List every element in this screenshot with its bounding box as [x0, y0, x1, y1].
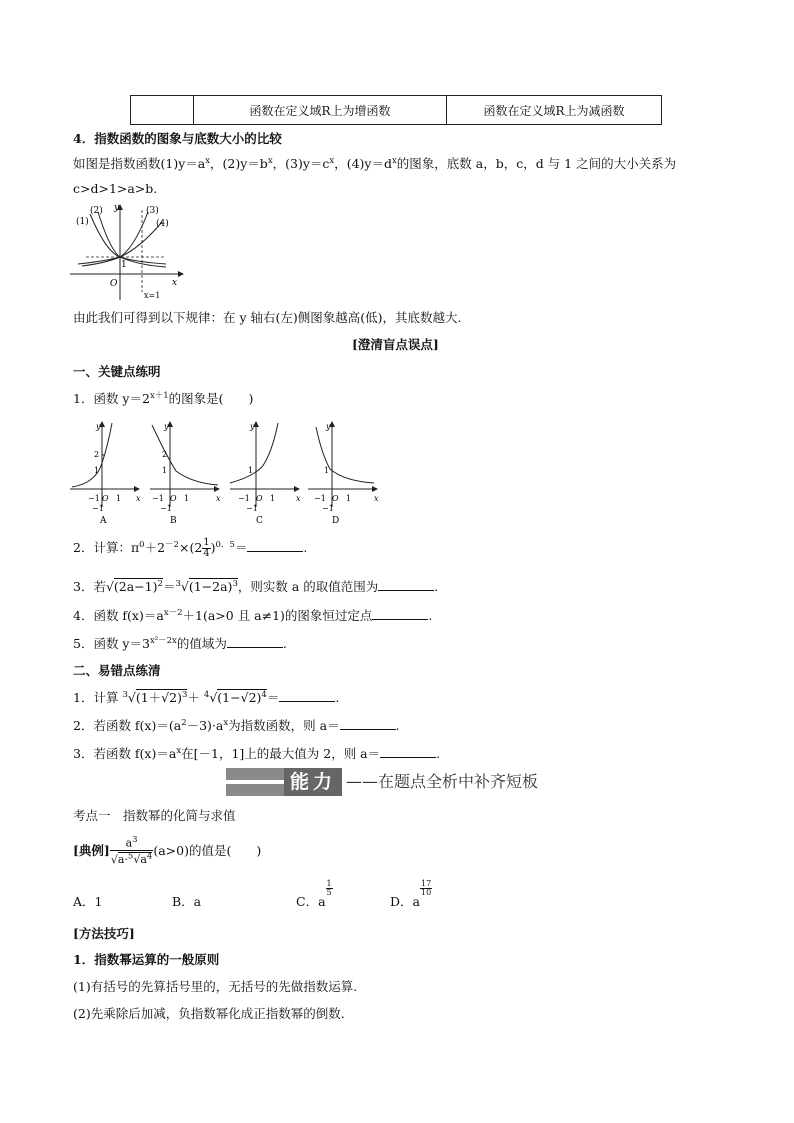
part1-q3: 3．若$√(2a-1)^2=^3√(1-2a)^3$，则实数 a 的取值范围为 .: [73, 578, 439, 594]
answer-blank[interactable]: [380, 745, 436, 758]
graph-c-y: y: [250, 422, 255, 431]
graph-b-o: O: [170, 494, 177, 503]
graph-b-m1: −1: [160, 504, 172, 513]
answer-blank[interactable]: [247, 539, 303, 552]
banner-text: ——在题点全析中补齐短板: [346, 772, 539, 791]
method-p2: (2)先乘除后加减，负指数幂化成正指数幂的倒数.: [73, 1006, 345, 1021]
answer-blank[interactable]: [227, 635, 283, 648]
graph-x-label: x: [172, 278, 178, 288]
graph-c: [230, 421, 301, 526]
graph-d-x: x: [374, 494, 379, 503]
graph-c-x: x: [296, 494, 301, 503]
option-a[interactable]: A．1: [73, 894, 103, 909]
graph-d-y: y: [326, 422, 331, 431]
graph-a: [70, 421, 141, 526]
method-tag: [方法技巧]: [73, 926, 135, 941]
graph-b: [150, 421, 221, 526]
graph-label-1: (1): [76, 217, 89, 227]
part2-q2: 2．若函数 $f(x)=(a^2-3)\cdot a^x$为指数函数，则 a＝ .: [73, 717, 400, 733]
graph-c-m1x: −1: [238, 494, 250, 503]
choice-graphs: [66, 415, 379, 526]
graph-b-1x: 1: [184, 494, 190, 503]
graph-d-1x: 1: [346, 494, 352, 503]
graph-a-1x: 1: [116, 494, 122, 503]
option-b[interactable]: B．a: [172, 894, 202, 909]
answer-blank[interactable]: [372, 607, 428, 620]
part2-q1: 1．计算 $^3√(1+√2)^3+ ^4√(1-√2)^4=$ .: [73, 689, 340, 705]
option-c[interactable]: C．a $\frac{1}{5}$: [296, 879, 332, 909]
graph-b-2: 2: [162, 450, 168, 459]
graph-c-o: O: [256, 494, 263, 503]
graph-b-y: y: [164, 422, 169, 431]
example-question: [典例] $\frac{a^3}{√a\cdot^5√a^4}$ (a>0)的值是( ): [73, 835, 262, 867]
section-4-relation: c>d>1>a>b.: [73, 181, 158, 196]
graph-d-m1x: −1: [314, 494, 326, 503]
part1-q2: 2．计算：$\pi^0+2^{-2}\times(2$ $\frac{1}{4}$ )$^{0.5}$＝ .: [73, 537, 308, 560]
exponential-graph: [66, 200, 186, 302]
part-1-title: 一、关键点练明: [73, 364, 161, 379]
method-p1: (1)有括号的先算括号里的，无括号的先做指数运算.: [73, 979, 358, 994]
graph-label-2: (2): [90, 206, 103, 216]
part1-q4: 4．函数 $f(x)=a^{x-2}+1(a>0$ 且 a≠1)的图象恒过定点 .: [73, 608, 433, 624]
graph-a-o: O: [102, 494, 109, 503]
graph-one: 1: [121, 260, 127, 270]
graph-c-letter: C: [256, 516, 263, 526]
part1-q1: 1．函数 $y=2^{x+1}$的图象是( ): [73, 391, 254, 407]
graph-a-x: x: [136, 494, 141, 503]
section-4-title: 4．指数函数的图象与底数大小的比较: [73, 131, 282, 146]
option-d[interactable]: D．a $\frac{17}{10}$: [390, 879, 432, 909]
graph-a-m1: −1: [92, 504, 104, 513]
graph-b-x: x: [216, 494, 221, 503]
part2-q3: 3．若函数 $f(x)=a^x$在[－1，1]上的最大值为 2，则 a＝ .: [73, 745, 441, 761]
graph-d-o: O: [332, 494, 339, 503]
answer-blank[interactable]: [279, 689, 335, 702]
header-table: [130, 95, 662, 125]
answer-blank[interactable]: [340, 717, 396, 730]
graph-label-3: (3): [146, 206, 159, 216]
graph-a-y: y: [96, 422, 101, 431]
graph-d-m1: −1: [322, 504, 334, 513]
graph-a-1: 1: [94, 466, 100, 475]
graph-label-4: (4): [156, 219, 169, 229]
table-cell-decreasing: 函数在定义域R上为减函数: [447, 96, 662, 125]
banner-bar: [226, 768, 284, 796]
graph-d-letter: D: [332, 516, 340, 526]
banner-box: 能力: [284, 768, 342, 796]
clarify-title: [澄清盲点误点]: [352, 337, 439, 352]
graph-c-m1: −1: [246, 504, 258, 513]
graph-b-1: 1: [162, 466, 168, 475]
ability-banner: [226, 768, 562, 796]
table-cell-empty: [131, 96, 194, 125]
graph-x-eq-1: x=1: [144, 291, 161, 300]
part-2-title: 二、易错点练清: [73, 663, 161, 678]
graph-c-1: 1: [248, 466, 254, 475]
part1-q5: 5．函数 $y=3^{x^2-2x}$的值域为 .: [73, 636, 287, 652]
graph-b-letter: B: [170, 516, 177, 526]
graph-b-m1x: −1: [152, 494, 164, 503]
section-4-text: 如图是指数函数$(1)y=a^x$，$(2)y=b^x$，$(3)y=c^x$，$(4)y=d^x$的图象，底数 a，b，c，d 与 1 之间的大小关系为: [73, 155, 677, 171]
graph-a-m1x: −1: [88, 494, 100, 503]
answer-blank[interactable]: [378, 578, 434, 591]
rule-text: 由此我们可得到以下规律：在 y 轴右(左)侧图象越高(低)，其底数越大.: [73, 310, 462, 325]
graph-d: [308, 421, 379, 526]
method-title: 1．指数幂运算的一般原则: [73, 952, 220, 967]
graph-y-label: y: [114, 203, 120, 213]
graph-c-1x: 1: [270, 494, 276, 503]
graph-a-letter: A: [100, 516, 107, 526]
graph-d-1: 1: [324, 466, 330, 475]
kaodian-title: 考点一 指数幂的化简与求值: [73, 808, 236, 823]
graph-origin: O: [110, 279, 118, 289]
graph-a-2: 2: [94, 450, 100, 459]
table-cell-increasing: 函数在定义域R上为增函数: [194, 96, 447, 125]
